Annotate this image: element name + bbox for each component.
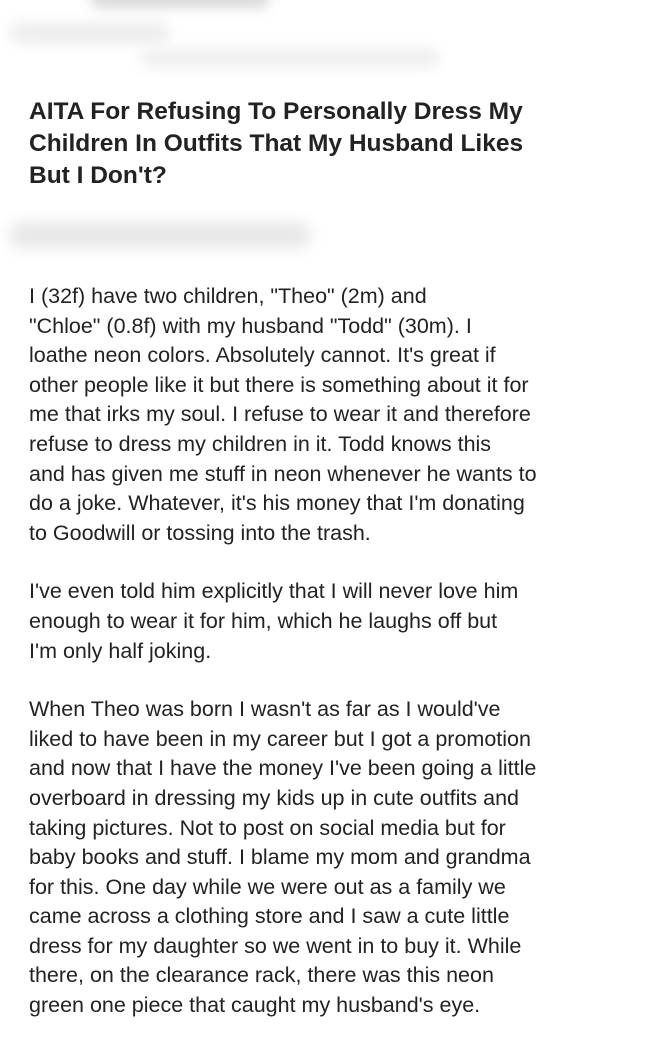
blurred-header-bar <box>140 48 440 68</box>
text-line: loathe neon colors. Absolutely cannot. It's great if <box>29 343 496 368</box>
text-line: refuse to dress my children in it. Todd knows this <box>29 431 492 456</box>
paragraph <box>29 282 625 548</box>
text-line: me that irks my soul. I refuse to wear it and therefore <box>29 402 531 427</box>
text-line: other people like it but there is something about it for <box>29 372 529 397</box>
text-line: enough to wear it for him, which he laughs off but <box>29 608 498 633</box>
text-line: and has given me stuff in neon whenever he wants to <box>29 461 537 486</box>
blurred-header-bar <box>90 0 270 8</box>
blurred-header <box>0 0 652 78</box>
text-line: I (32f) have two children, "Theo" (2m) and <box>29 284 427 308</box>
text-line: taking pictures. Not to post on social media but for <box>29 815 506 840</box>
post-title-line: Children In Outfits That My Husband Likes <box>29 130 524 157</box>
post-body <box>29 282 625 1050</box>
text-line: to Goodwill or tossing into the trash. <box>29 520 371 545</box>
text-line: "Chloe" (0.8f) with my husband "Todd" (30m). I <box>29 313 472 338</box>
blurred-header-bar <box>10 22 170 44</box>
text-line: I've even told him explicitly that I will never love him <box>29 579 519 604</box>
text-line: When Theo was born I wasn't as far as I would've <box>29 697 501 722</box>
text-line: for this. One day while we were out as a family we <box>29 874 506 899</box>
text-line: liked to have been in my career but I got a promotion <box>29 726 531 751</box>
text-line: I'm only half joking. <box>29 638 212 663</box>
text-line: do a joke. Whatever, it's his money that I'm donating <box>29 491 525 516</box>
text-line: baby books and stuff. I blame my mom and grandma <box>29 845 531 870</box>
text-line: and now that I have the money I've been going a little <box>29 756 537 781</box>
text-line: dress for my daughter so we went in to buy it. While <box>29 933 522 958</box>
post-title-line: AITA For Refusing To Personally Dress My <box>29 98 523 125</box>
text-line: green one piece that caught my husband's eye. <box>29 993 481 1018</box>
blurred-post-meta <box>10 222 310 248</box>
text-line: there, on the clearance rack, there was this neon <box>29 963 494 988</box>
paragraph <box>29 695 625 1021</box>
post-title <box>29 96 619 192</box>
text-line: overboard in dressing my kids up in cute outfits and <box>29 785 519 810</box>
post-title-line: But I Don't? <box>29 162 167 189</box>
paragraph <box>29 577 625 666</box>
text-line: came across a clothing store and I saw a cute little <box>29 904 510 929</box>
